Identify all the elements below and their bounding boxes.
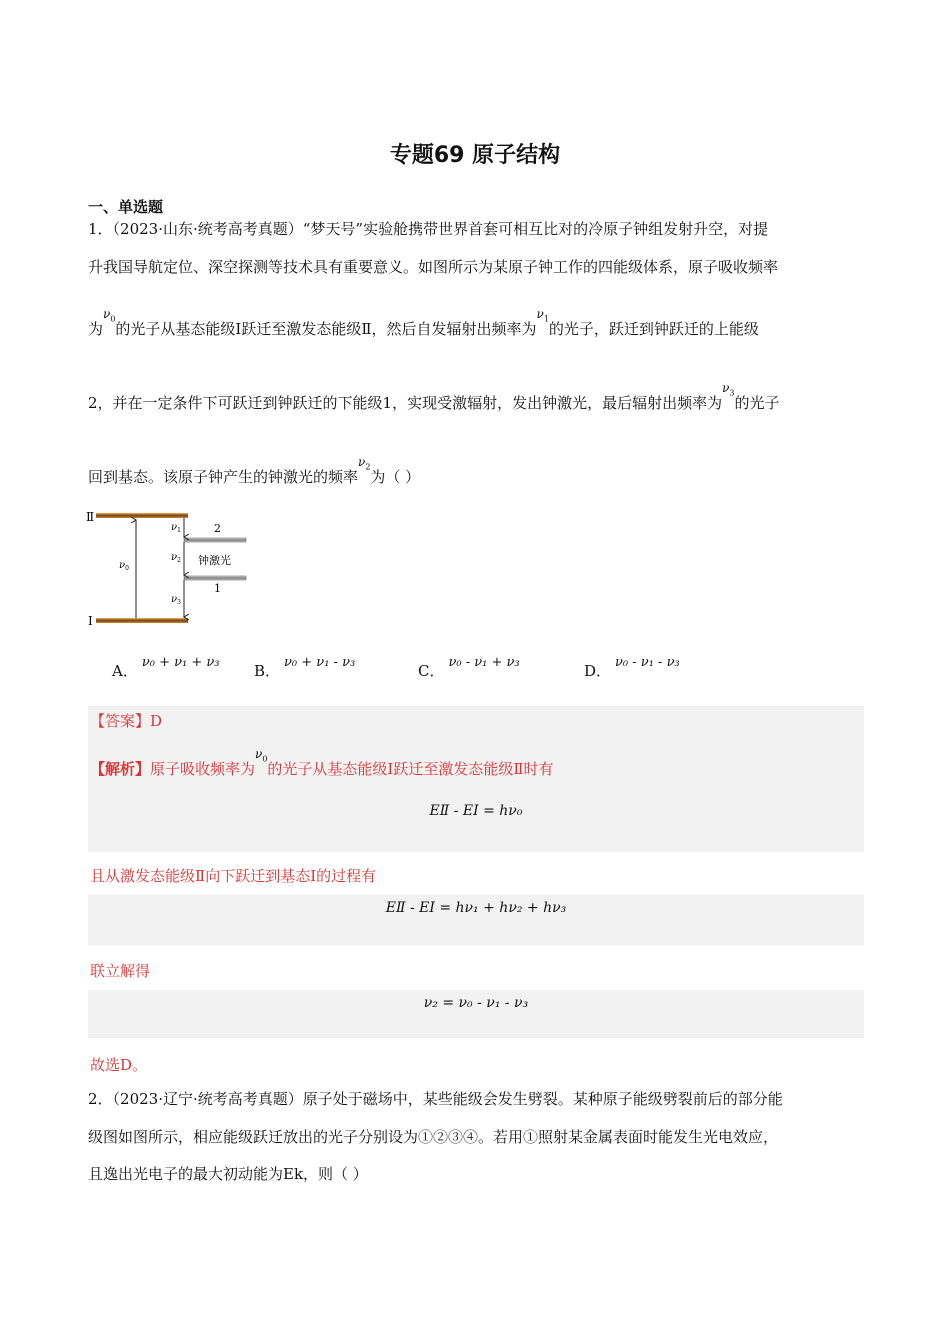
analysis-nu0: ν0 [255,747,268,764]
section-heading: 一、单选题 [88,198,164,216]
analysis-text-2: 的光子从基态能级Ⅰ跃迁至激发态能级Ⅱ时有 [267,760,554,778]
level-2-label: 2 [214,522,221,535]
level-1-label: 1 [214,582,221,595]
q1-line-5-tail: 为（ ） [370,468,421,486]
nu1-symbol: ν1 [536,307,549,324]
solution-text-3: 联立解得 [90,962,151,980]
equation-1: EⅡ - EⅠ = hν₀ [429,803,523,819]
q1-line-2: 升我国导航定位、深空探测等技术具有重要意义。如图所示为某原子钟工作的四能级体系，原子吸收频率 [88,258,779,276]
level-2-bar [184,538,246,542]
solution-text-2: 且从激发态能级Ⅱ向下跃迁到基态Ⅰ的过程有 [90,867,377,885]
q2-line-2: 级图如图所示，相应能级跃迁放出的光子分别设为①②③④。若用①照射某金属表面时能发生光电效应， [88,1128,779,1146]
q2-line-3: 且逸出光电子的最大初动能为Ek，则（ ） [88,1165,368,1183]
nu2-symbol: ν2 [358,455,371,472]
analysis-tag: 【解析】 [90,760,151,778]
nu1-label: $\nu_1$ [171,522,181,534]
option-b[interactable]: B． ν₀ + ν₁ - ν₃ [254,655,356,680]
q1-line-3-text: 的光子从基态能级Ⅰ跃迁至激发态能级Ⅱ，然后自发辐射出频率为 [115,320,537,338]
nu2-label: $\nu_2$ [171,552,181,564]
level-II-bar [96,513,188,518]
q1-line-1: 1．（2023·山东·统考高考真题）“梦天号”实验舱携带世界首套可相互比对的冷原子钟组发射升空，对提 [88,220,769,238]
option-c[interactable]: C． ν₀ - ν₁ + ν₃ [418,655,520,680]
nu0-label: $\nu_0$ [119,560,129,572]
conclusion: 故选D。 [90,1056,148,1074]
q1-line-4-tail: 的光子 [734,394,780,412]
page-title: 专题69 原子结构 [389,143,561,168]
nu3-symbol: ν3 [722,381,735,398]
q1-line-3-tail: 的光子，跃迁到钟跃迁的上能级 [548,320,759,338]
level-I-bar [96,618,188,623]
level-I-label: Ⅰ [88,614,93,628]
option-d[interactable]: D． ν₀ - ν₁ - ν₃ [584,655,680,680]
analysis-text-1: 原子吸收频率为 [150,760,256,778]
equation-2: EⅡ - EⅠ = hν₁ + hν₂ + hν₃ [385,900,567,916]
q2-line-1: 2．（2023·辽宁·统考高考真题）原子处于磁场中，某些能级会发生劈裂。某种原子能级劈裂前后的部分能 [88,1090,783,1108]
level-1-bar [184,576,246,580]
equation-3: ν₂ = ν₀ - ν₁ - ν₃ [423,995,529,1011]
q1-line-3-prefix: 为 [88,320,104,338]
energy-level-diagram [86,508,256,630]
nu3-label: $\nu_3$ [171,594,181,606]
q1-line-5-text: 回到基态。该原子钟产生的钟激光的频率 [88,468,359,486]
answer-line: 【答案】D [90,712,163,730]
clock-laser-label: 钟激光 [198,554,231,567]
q1-line-4-text: 2，并在一定条件下可跃迁到钟跃迁的下能级1，实现受激辐射，发出钟激光，最后辐射出频率为 [88,394,723,412]
level-II-label: Ⅱ [86,510,95,524]
nu0-symbol: ν0 [103,307,116,324]
option-a[interactable]: A． ν₀ + ν₁ + ν₃ [112,655,220,680]
